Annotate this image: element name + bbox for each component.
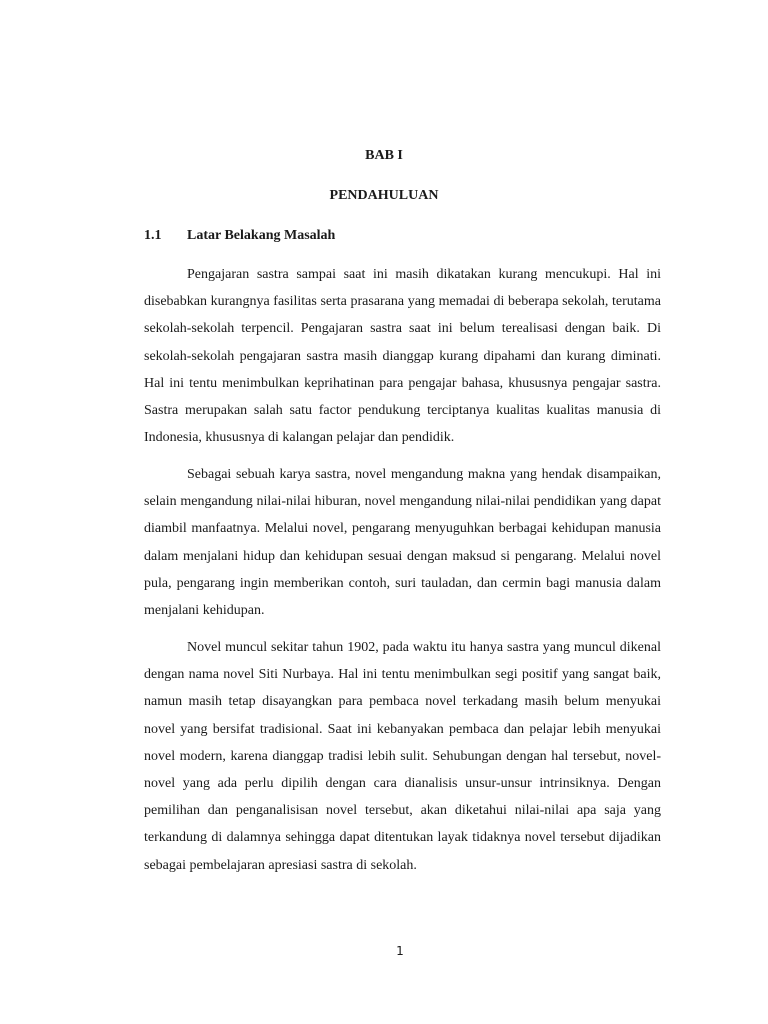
page-number: 1 [396,944,404,958]
chapter-title: PENDAHULUAN [329,188,439,203]
paragraph: Novel muncul sekitar tahun 1902, pada waktu itu hanya sastra yang muncul dikenal dengan nama novel Siti Nurbaya. Hal ini tentu menimbulkan segi positif yang sangat baik, namun masih tetap disayangkan para pembaca novel terkadang masih belum menyukai novel yang bersifat tradisional. Saat ini kebanyakan pembaca dan pelajar lebih menyukai novel modern, karena dianggap tradisi lebih sulit. Sehubungan dengan hal tersebut, novel-novel yang ada perlu dipilih dengan cara dianalisis unsur-unsur intrinsiknya. Dengan pemilihan dan penganalisisan novel tersebut, akan diketahui nilai-nilai apa saja yang terkandung di dalamnya sehingga dapat ditentukan layak tidaknya novel tersebut dijadikan sebagai pembelajaran apresiasi sastra di sekolah. [144,640,661,873]
chapter-label: BAB I [365,148,403,163]
paragraph: Sebagai sebuah karya sastra, novel mengandung makna yang hendak disampaikan, selain mengandung nilai-nilai hiburan, novel mengandung nilai-nilai pendidikan yang dapat diambil manfaatnya. Melalui novel, pengarang menyuguhkan berbagai kehidupan manusia dalam menjalani hidup dan kehidupan sesuai dengan maksud si pengarang. Melalui novel pula, pengarang ingin memberikan contoh, suri tauladan, dan cermin bagi manusia dalam menjalani kehidupan. [144,467,661,619]
section-number: 1.1 [144,228,162,243]
section-title: Latar Belakang Masalah [187,228,336,243]
paragraph: Pengajaran sastra sampai saat ini masih dikatakan kurang mencukupi. Hal ini disebabkan kurangnya fasilitas serta prasarana yang memadai di beberapa sekolah, terutama sekolah-sekolah terpencil. Pengajaran sastra saat ini belum terealisasi dengan baik. Di sekolah-sekolah pengajaran sastra masih dianggap kurang dipahami dan kurang diminati. Hal ini tentu menimbulkan keprihatinan para pengajar bahasa, khususnya pengajar sastra. Sastra merupakan salah satu factor pendukung terciptanya kualitas kualitas manusia di Indonesia, khususnya di kalangan pelajar dan pendidik. [144,267,661,446]
section-heading [144,228,335,244]
